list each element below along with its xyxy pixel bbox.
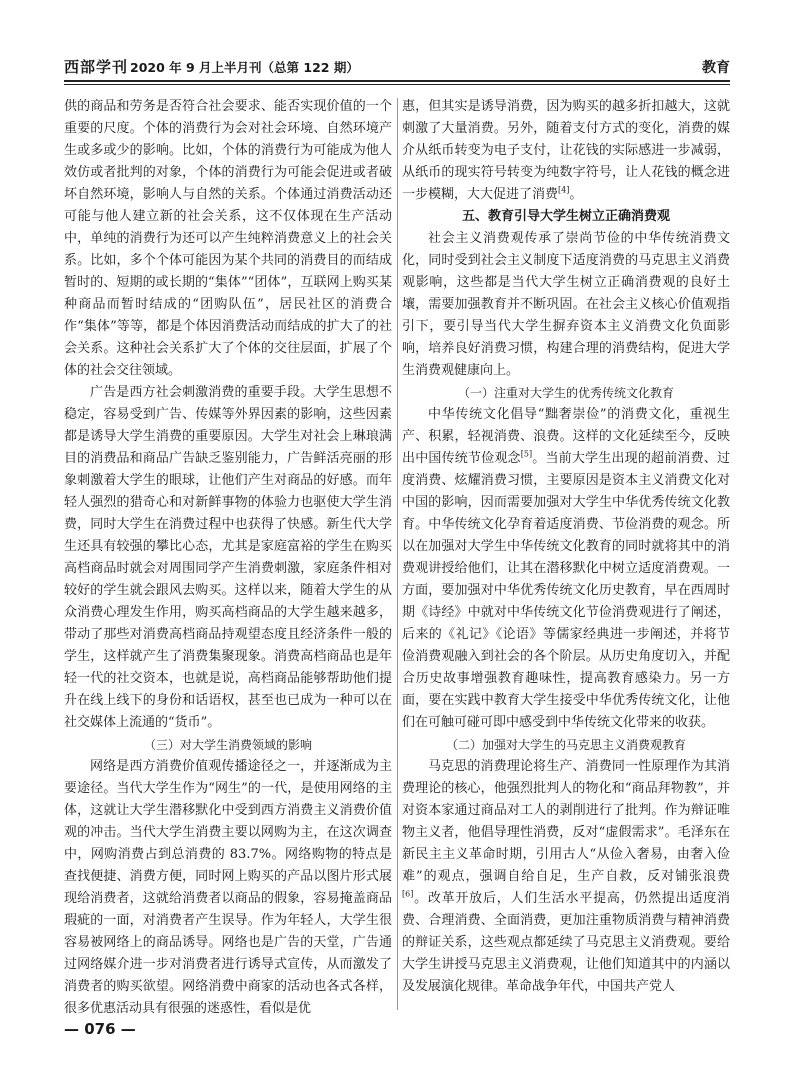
section-label: 教育 (702, 60, 730, 76)
paragraph-text: 。改革开放后，人们生活水平提高，仍然提出适度消费、合理消费、全面消费，更加注重物质消费与精神消费的辩证关系，这些观点都延续了马克思主义消费观。要给大学生讲授马克思主义消费观，让他们知道其中的内涵以及发展演化规律。革命战争年代，中国共产党人 (402, 891, 730, 994)
paragraph-text: 。当前大学生出现的超前消费、过度消费、炫耀消费习惯，主要原因是资本主义消费文化对中国的影响，因而需要加强对大学生中华优秀传统文化教育。中华传统文化孕育着适度消费、节俭消费的观念。所以在加强对大学生中华传统文化教育的同时就将其中的消费观讲授给他们，让其在潜移默化中树立适度消费观。一方面，要加强对中华优秀传统文化历史教育，早在西周时期《诗经》中就对中华传统文化节俭消费观进行了阐述，后来的《礼记》《论语》等儒家经典进一步阐述，并将节俭消费观融入到社会的各个阶层。从历史角度切入，并配合历史故事增强教育趣味性，提高教育感染力。另一方面，要在实践中教育大学生接受中华优秀传统文化，让他们在可触可碰可即中感受到中华传统文化带来的收获。 (402, 451, 730, 730)
right-paragraph-1 (402, 96, 730, 206)
paragraph-text: 中华传统文化倡导“黜奢崇俭”的消费文化，重视生产、积累，轻视消费、浪费。这样的文化延续至今，反映出中国传统节俭观念 (402, 407, 730, 466)
page-number: — 076 — (64, 1020, 136, 1038)
left-paragraph-1: 供的商品和劳务是否符合社会要求、能否实现价值的一个重要的尺度。个体的消费行为会对社会环境、自然环境产生或多或少的影响。比如，个体的消费行为可能成为他人效仿或者批判的对象，个体的消费行为可能会促进或者破坏自然环境，影响人与自然的关系。个体通过消费活动还可能与他人建立新的社会关系，这不仅体现在生产活动中，单纯的消费行为还可以产生纯粹消费意义上的社会关系。比如，多个个体可能因为某个共同的消费目的而结成暂时的、短期的或长期的“集体”“团体”，互联网上购买某种商品而暂时结成的“团购队伍”，居民社区的消费合作“集体”等等，都是个体因消费活动而结成的扩大了的社会关系。这种社会关系扩大了个体的交往层面，扩展了个体的社会交往领域。 (64, 99, 392, 378)
left-paragraph-3: 网络是西方消费价值观传播途径之一，并逐渐成为主要途径。当代大学生作为“网生”的一代，是使用网络的主体，这就让大学生潜移默化中受到西方消费主义消费价值观的冲击。当代大学生消费主要以网购为主，在这次调查中，网购消费占到总消费的 83.7%。网络购物的特点是查找便捷、消费方便，同时网上购买的产品以图片形式展现给消费者，这就给消费者以商品的假象，容易掩盖商品瑕疵的一面，对消费者产生误导。作为年轻人，大学生很容易被网络上的商品诱导。网络也是广告的天堂，广告通过网络媒介进一步对消费者进行诱导式宣传，从而激发了消费者的购买欲望。网络消费中商家的活动也各式各样，很多优惠活动具有很强的迷惑性，看似是优 (64, 759, 392, 1016)
left-column (64, 96, 392, 1020)
paragraph-text: 马克思的消费理论将生产、消费同一性原理作为其消费理论的核心，他强烈批判人的物化和“商品拜物教”，并对资本家通过商品对工人的剥削进行了批判。作为辩证唯物主义者，他倡导理性消费，反对“虚假需求”。毛泽东在新民主主义革命时期，引用古人“从俭入奢易，由奢入俭难”的观点，强调自给自足，生产自救，反对铺张浪费 (402, 759, 730, 884)
citation-5: [5] (520, 449, 533, 459)
subheading-2: （二）加强对大学生的马克思主义消费观教育 (445, 738, 686, 752)
subheading-3: （三）对大学生消费领域的影响 (143, 738, 312, 752)
citation-4: [4] (558, 185, 570, 195)
right-paragraph-3 (402, 404, 730, 734)
column-divider (397, 98, 398, 1010)
journal-logo: 西部学刊 (64, 58, 129, 76)
header-rule-thin (64, 84, 730, 85)
left-paragraph-2: 广告是西方社会刺激消费的重要手段。大学生思想不稳定，容易受到广告、传媒等外界因素的影响，这些因素都是诱导大学生消费的重要原因。大学生对社会上琳琅满目的消费品和商品广告缺乏鉴别能力，广告鲜活亮丽的形象刺激着大学生的眼球，让他们产生对商品的好感。而年轻人强烈的猎奇心和对新鲜事物的体验力也驱使大学生消费，同时大学生在消费过程中也获得了快感。新生代大学生还具有较强的攀比心态，尤其是家庭富裕的学生在购买高档商品时就会对周围同学产生消费刺激，家庭条件相对较好的学生就会跟风去购买。这样以来，随着大学生的从众消费心理发生作用，购买高档商品的大学生越来越多，带动了那些对消费高档商品持观望态度且经济条件一般的学生，这样就产生了消费集聚现象。消费高档商品也是年轻一代的社交资本，也就是说，高档商品能够帮助他们提升在线上线下的身份和话语权，甚至也已成为一种可以在社交媒体上流通的“货币”。 (64, 385, 392, 730)
citation-6: [6] (402, 889, 414, 899)
page-header (64, 52, 730, 78)
issue-info: 2020 年 9 月上半月刊（总第 122 期） (130, 60, 359, 75)
right-column (402, 96, 730, 998)
right-paragraph-4 (402, 756, 730, 998)
right-paragraph-2: 社会主义消费观传承了崇尚节俭的中华传统消费文化，同时受到社会主义制度下适度消费的马克思主义消费观影响，这些都是当代大学生树立正确消费观的良好土壤，需要加强教育并不断巩固。在社会主义核心价值观指引下，要引导当代大学生摒弃资本主义消费文化负面影响，培养良好消费习惯，构建合理的消费结构，促进大学生消费观健康向上。 (402, 231, 730, 378)
section-heading-5: 五、教育引导大学生树立正确消费观 (461, 209, 670, 224)
paragraph-text: 惠，但其实是诱导消费，因为购买的越多折扣越大，这就刺激了大量消费。另外，随着支付方式的变化，消费的媒介从纸币转变为电子支付，让花钱的实际感进一步减弱，从纸币的现实符号转变为纯数字符号，让人花钱的概念进一步模糊，大大促进了消费 (402, 99, 730, 202)
header-rule-thick (64, 80, 730, 82)
paragraph-text: 。 (569, 187, 583, 202)
subheading-1: （一）注重对大学生的优秀传统文化教育 (457, 386, 674, 400)
